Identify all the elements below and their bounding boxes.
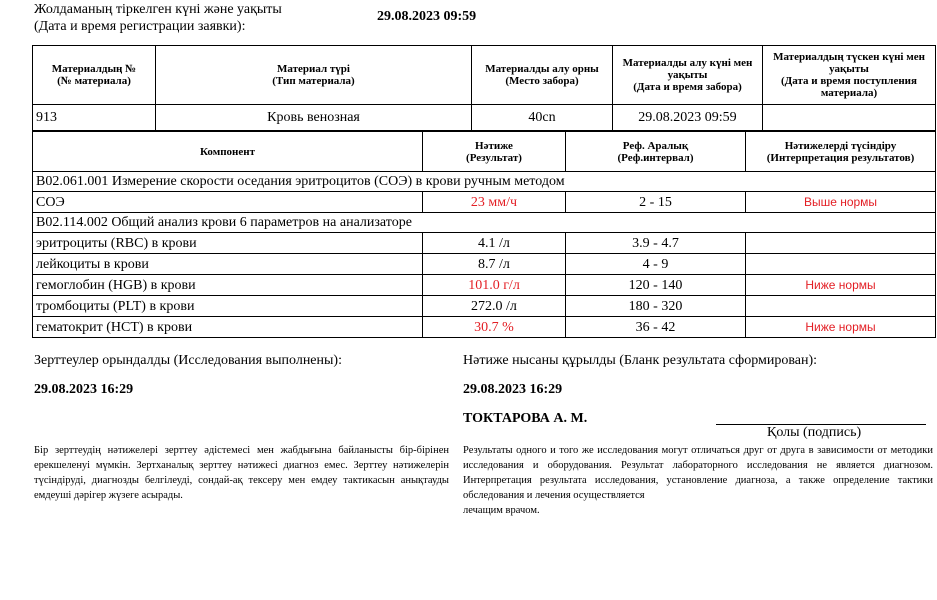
formed-datetime: 29.08.2023 16:29 — [463, 382, 563, 397]
component-name: гемоглобин (HGB) в крови — [33, 275, 423, 296]
registration-label-kz: Жолдаманың тіркелген күні және уақыты — [34, 2, 282, 17]
header-collection-place: Материалды алу орны (Место забора) — [472, 46, 613, 105]
section-row — [33, 172, 936, 192]
registration-label-ru: (Дата и время регистрации заявки): — [34, 19, 246, 34]
result-row — [33, 233, 936, 254]
header-component: Компонент — [33, 132, 423, 172]
material-row — [33, 105, 936, 131]
registration-label — [34, 1, 282, 35]
reference-range: 3.9 - 4.7 — [566, 233, 746, 254]
header-material-type: Материал түрі (Тип материала) — [156, 46, 472, 105]
header-collection-datetime: Материалды алу күні мен уақыты (Дата и время забора) — [613, 46, 763, 105]
result-row — [33, 275, 936, 296]
section-title: B02.061.001 Измерение скорости оседания эритроцитов (СОЭ) в крови ручным методом — [33, 172, 936, 192]
component-name: гематокрит (HCT) в крови — [33, 317, 423, 338]
interpretation-flag — [746, 254, 936, 275]
section-title: B02.114.002 Общий анализ крови 6 параметров на анализаторе — [33, 213, 936, 233]
registration-datetime: 29.08.2023 09:59 — [377, 9, 477, 24]
interpretation-flag — [746, 296, 936, 317]
interpretation-flag: Ниже нормы — [746, 275, 936, 296]
header-result: Нәтиже (Результат) — [423, 132, 566, 172]
result-value: 4.1 /л — [423, 233, 566, 254]
formed-label: Нәтиже нысаны құрылды (Бланк результата сформирован): — [463, 353, 818, 368]
result-value: 101.0 г/л — [423, 275, 566, 296]
material-table — [32, 45, 936, 131]
interpretation-flag — [746, 233, 936, 254]
performed-label: Зерттеулер орындалды (Исследования выполнены): — [34, 353, 342, 368]
signature-label: Қолы (подпись) — [767, 425, 862, 440]
result-row — [33, 296, 936, 317]
component-name: СОЭ — [33, 192, 423, 213]
header-interpretation: Нәтижелерді түсіндіру (Интерпретация результатов) — [746, 132, 936, 172]
material-number: 913 — [33, 105, 156, 131]
doctor-name: ТОКТАРОВА А. М. — [463, 411, 588, 426]
material-type: Кровь венозная — [156, 105, 472, 131]
interpretation-flag: Ниже нормы — [746, 317, 936, 338]
disclaimer-kz: Бір зерттеудің нәтижелері зерттеу әдістемесі мен жабдығына байланысты бір-бірінен ерекшеленуі мүмкін. Зертханалық зерттеу нәтижесі диагноз емес. Зерттеу нәтижелерін түсіндіруді, диагнозды белгілеуді, сондай-ақ тексеру мен емдеу тактикасын анықтауды емдеуші дәрігер жүзеге асырады. — [34, 445, 449, 501]
results-header-row — [33, 132, 936, 172]
component-name: эритроциты (RBC) в крови — [33, 233, 423, 254]
header-received-datetime: Материалдың түскен күні мен уақыты (Дата и время поступления материала) — [763, 46, 936, 105]
result-row — [33, 192, 936, 213]
disclaimer-ru-text: Результаты одного и того же исследования могут отличаться друг от друга в зависимости от методики исследования и оборудования. Результат лабораторного исследования не является диагнозом. Интерпретация результата исследования, установление диагноза, а также определение тактики обследования и лечения осуществляется — [463, 445, 933, 501]
section-row — [33, 213, 936, 233]
result-value: 272.0 /л — [423, 296, 566, 317]
reference-range: 2 - 15 — [566, 192, 746, 213]
material-header-row — [33, 46, 936, 105]
collection-place: 40cn — [472, 105, 613, 131]
interpretation-flag: Выше нормы — [746, 192, 936, 213]
result-row — [33, 254, 936, 275]
header-reference: Реф. Аралық (Реф.интервал) — [566, 132, 746, 172]
result-value: 23 мм/ч — [423, 192, 566, 213]
results-table — [32, 131, 936, 338]
result-value: 30.7 % — [423, 317, 566, 338]
result-value: 8.7 /л — [423, 254, 566, 275]
performed-datetime: 29.08.2023 16:29 — [34, 382, 134, 397]
result-row — [33, 317, 936, 338]
collection-datetime: 29.08.2023 09:59 — [613, 105, 763, 131]
component-name: лейкоциты в крови — [33, 254, 423, 275]
reference-range: 180 - 320 — [566, 296, 746, 317]
disclaimer-ru — [463, 443, 933, 518]
reference-range: 36 - 42 — [566, 317, 746, 338]
component-name: тромбоциты (PLT) в крови — [33, 296, 423, 317]
header-material-number: Материалдың № (№ материала) — [33, 46, 156, 105]
reference-range: 4 - 9 — [566, 254, 746, 275]
disclaimer-ru-last: лечащим врачом. — [463, 505, 540, 516]
received-datetime — [763, 105, 936, 131]
reference-range: 120 - 140 — [566, 275, 746, 296]
